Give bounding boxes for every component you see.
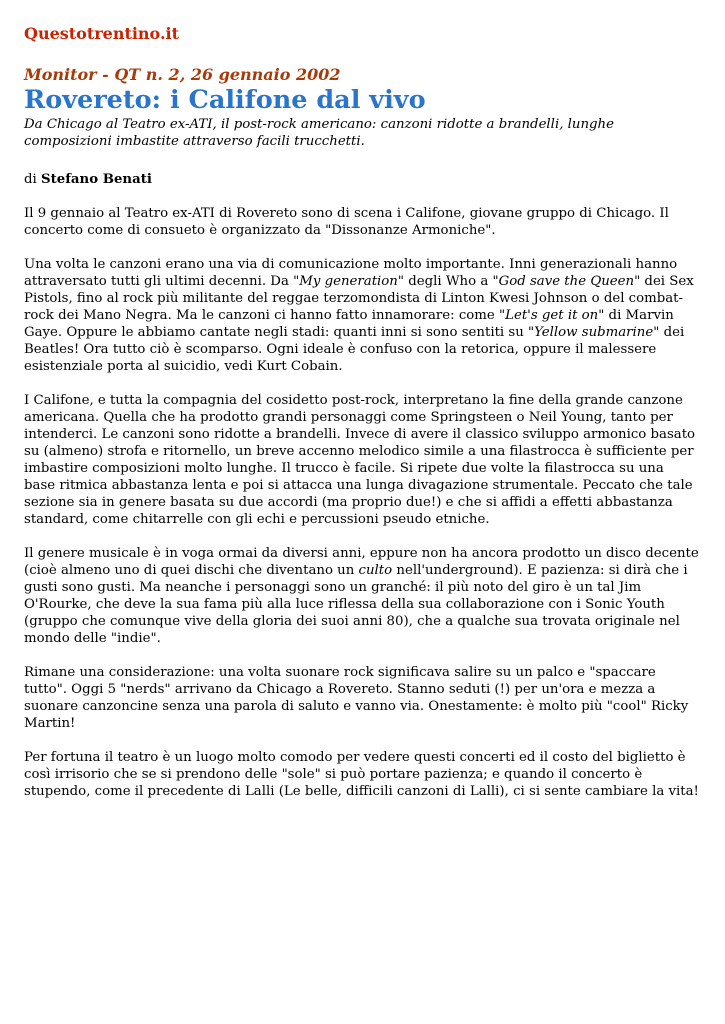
paragraph-2-text-4: di Marvin Gaye. Oppure le abbiamo cantate negli stadi: quanti inni si sono sentiti su xyxy=(24,308,674,340)
paragraph-1: Il 9 gennaio al Teatro ex-ATI di Rovereto sono di scena i Califone, giovane gruppo di Chicago. Il concerto come di consueto è organizzato da "Dissonanze Armoniche". xyxy=(24,206,669,238)
paragraph-4 xyxy=(24,545,699,647)
paragraph-4-emphasis-culto: culto xyxy=(358,563,393,578)
paragraph-2-text-5: dei Beatles! Ora tutto ciò è scomparso. Ogni ideale è confuso con la retorica, oppure il malessere esistenziale porta al suicidio, vedi Kurt Cobain. xyxy=(24,325,685,374)
paragraph-5: Rimane una considerazione: una volta suonare rock significava salire su un palco e "spaccare tutto". Oggi 5 "nerds" arrivano da Chicago a Rovereto. Stanno seduti (!) per un'ora e mezza a suonare canzoncine senza una parola di saluto e vanno via. Onestamente: è molto più "cool" Ricky Martin! xyxy=(24,665,689,731)
paragraph-2 xyxy=(24,256,699,375)
byline xyxy=(24,171,699,188)
issue-line: Monitor - QT n. 2, 26 gennaio 2002 xyxy=(24,65,341,84)
paragraph-3: I Califone, e tutta la compagnia del cosidetto post-rock, interpretano la fine della grande canzone americana. Quella che ha prodotto grandi personaggi come Springsteen o Neil Young, tanto per intenderci. Le canzoni sono ridotte a brandelli. Invece di avere il classico sviluppo armonico basato su (almeno) strofa e ritornello, un breve accenno melodico simile a una filastrocca è sufficiente per imbastire composizioni molto lunghe. Il trucco è facile. Si ripete due volte la filastrocca su una base ritmica abbastanza lenta e poi si attacca una lunga divagazione strumentale. Peccato che tale sezione sia in genere basata su due accordi (ma proprio due!) e che si affidi a effetti abbastanza standard, come chitarrelle con gli echi e percussioni pseudo etniche. xyxy=(24,393,696,527)
byline-prefix: di xyxy=(24,172,37,187)
site-name-link[interactable]: Questotrentino.it xyxy=(24,24,179,43)
song-title-god-save-the-queen: "God save the Queen" xyxy=(492,274,641,289)
paragraph-6: Per fortuna il teatro è un luogo molto comodo per vedere questi concerti ed il costo del biglietto è così irrisorio che se si prendono delle "sole" si può portare pazienza; e quando il concerto è stupendo, come il precedente di Lalli (Le belle, difficili canzoni di Lalli), ci si sente cambiare la vita! xyxy=(24,750,699,799)
paragraph-2-text-1: Una volta le canzoni erano una via di comunicazione molto importante. Inni generazionali hanno attraversato tutti gli ultimi decenni. Da xyxy=(24,257,678,289)
article-title: Rovereto: i Califone dal vivo xyxy=(24,85,426,115)
author-name: Stefano Benati xyxy=(41,172,152,187)
song-title-my-generation: "My generation" xyxy=(293,274,404,289)
paragraph-4-text-2: nell'underground). E pazienza: si dirà che i gusti sono gusti. Ma neanche i personaggi sono un granché: il più noto del giro è un tal Jim O'Rourke, che deve la sua fama più alla luce riflessa della sua collaborazione con i Sonic Youth (gruppo che comunque vive della gloria dei suoi anni 80), che a qualche sua trovata originale nel mondo delle "indie". xyxy=(24,563,688,646)
paragraph-4-text-1: Il genere musicale è in voga ormai da diversi anni, eppure non ha ancora prodotto un disco decente (cioè almeno uno di quei dischi che diventano un xyxy=(24,546,699,578)
paragraph-2-text-2: degli Who a xyxy=(404,274,493,289)
song-title-lets-get-it-on: "Let's get it on" xyxy=(499,308,605,323)
paragraph-2-text-3: dei Sex Pistols, fino al rock più militante del reggae terzomondista di Linton Kwesi Johnson o del combat-rock dei Mano Negra. Ma le canzoni ci hanno fatto innamorare: come xyxy=(24,274,694,323)
song-title-yellow-submarine: "Yellow submarine" xyxy=(528,325,660,340)
article-subtitle: Da Chicago al Teatro ex-ATI, il post-rock americano: canzoni ridotte a brandelli, lunghe composizioni imbastite attraverso facili trucchetti. xyxy=(24,117,614,149)
